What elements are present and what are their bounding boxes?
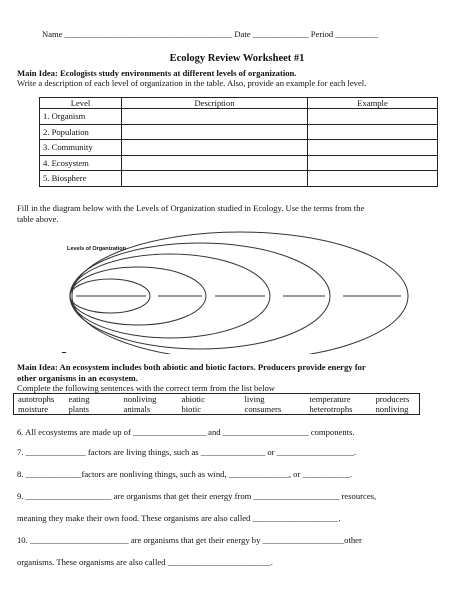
word-bank — [13, 393, 420, 415]
level-cell: 5. Biosphere — [40, 171, 122, 187]
main-idea-2-line-1: Main Idea: An ecosystem includes both abiotic and biotic factors. Producers provide energy for — [17, 362, 366, 372]
example-cell[interactable] — [308, 124, 438, 140]
word-bank-term: biotic — [181, 404, 202, 414]
question-7[interactable]: 7. ______________ factors are living things, such as _______________ or __________________. — [17, 447, 357, 457]
header-level: Level — [40, 98, 122, 109]
table-row — [40, 109, 438, 125]
header-description: Description — [122, 98, 308, 109]
level-cell: 1. Organism — [40, 109, 122, 125]
word-bank-term: nonliving — [123, 394, 157, 404]
question-6[interactable]: 6. All ecosystems are made up of _________________ and ____________________ components. — [17, 427, 355, 437]
sentence-instruction: Complete the following sentences with the correct term from the list below — [17, 383, 275, 393]
word-bank-term: temperature — [309, 394, 351, 404]
table-row — [40, 155, 438, 171]
word-bank-row — [14, 394, 420, 405]
word-bank-term: animals — [123, 404, 151, 414]
description-cell[interactable] — [122, 171, 308, 187]
word-bank-term: autotrophs — [18, 394, 55, 404]
word-bank-term: plants — [68, 404, 90, 414]
table-row — [40, 124, 438, 140]
header-example: Example — [308, 98, 438, 109]
description-cell[interactable] — [122, 140, 308, 156]
diagram-instruction-line-2: table above. — [17, 214, 59, 224]
table-header-row — [40, 98, 438, 109]
word-bank-term: producers — [375, 394, 410, 404]
levels-table — [39, 97, 438, 187]
question-9-line-2[interactable]: meaning they make their own food. These organisms are also called ____________________. — [17, 513, 341, 523]
name-date-period-line[interactable]: Name _______________________________________ Date _____________ Period __________ — [42, 29, 379, 39]
example-cell[interactable] — [308, 109, 438, 125]
word-bank-term: heterotrophs — [309, 404, 353, 414]
word-bank-term: living — [244, 394, 265, 404]
diagram-instruction-line-1: Fill in the diagram below with the Levels of Organization studied in Ecology. Use the terms from the — [17, 203, 365, 213]
stray-dash — [62, 352, 66, 353]
word-bank-term: moisture — [18, 404, 49, 414]
table-row — [40, 171, 438, 187]
word-bank-term: nonliving — [375, 404, 409, 414]
example-cell[interactable] — [308, 140, 438, 156]
question-9-line-1[interactable]: 9. ____________________ are organisms that get their energy from ____________________ resources, — [17, 491, 377, 501]
level-cell: 4. Ecosystem — [40, 155, 122, 171]
level-cell: 2. Population — [40, 124, 122, 140]
description-cell[interactable] — [122, 155, 308, 171]
page-title: Ecology Review Worksheet #1 — [169, 53, 305, 64]
question-8[interactable]: 8. _____________factors are nonliving things, such as wind, ______________, or ___________. — [17, 469, 352, 479]
diagram-label: Levels of Organization — [67, 246, 126, 252]
word-bank-row — [14, 404, 420, 415]
example-cell[interactable] — [308, 155, 438, 171]
main-idea-1: Main Idea: Ecologists study environments at different levels of organization. — [17, 68, 297, 78]
level-cell: 3. Community — [40, 140, 122, 156]
description-cell[interactable] — [122, 124, 308, 140]
main-idea-2-line-2: other organisms in an ecosystem. — [17, 373, 138, 383]
table-instruction: Write a description of each level of organization in the table. Also, provide an example for each level. — [17, 78, 367, 88]
table-row — [40, 140, 438, 156]
example-cell[interactable] — [308, 171, 438, 187]
levels-diagram — [0, 222, 474, 354]
word-bank-term: consumers — [244, 404, 282, 414]
description-cell[interactable] — [122, 109, 308, 125]
word-bank-term: eating — [68, 394, 90, 404]
word-bank-term: abiotic — [181, 394, 205, 404]
question-10-line-1[interactable]: 10. _______________________ are organisms that get their energy by ___________________other — [17, 535, 362, 545]
question-10-line-2[interactable]: organisms. These organisms are also called ________________________. — [17, 557, 273, 567]
